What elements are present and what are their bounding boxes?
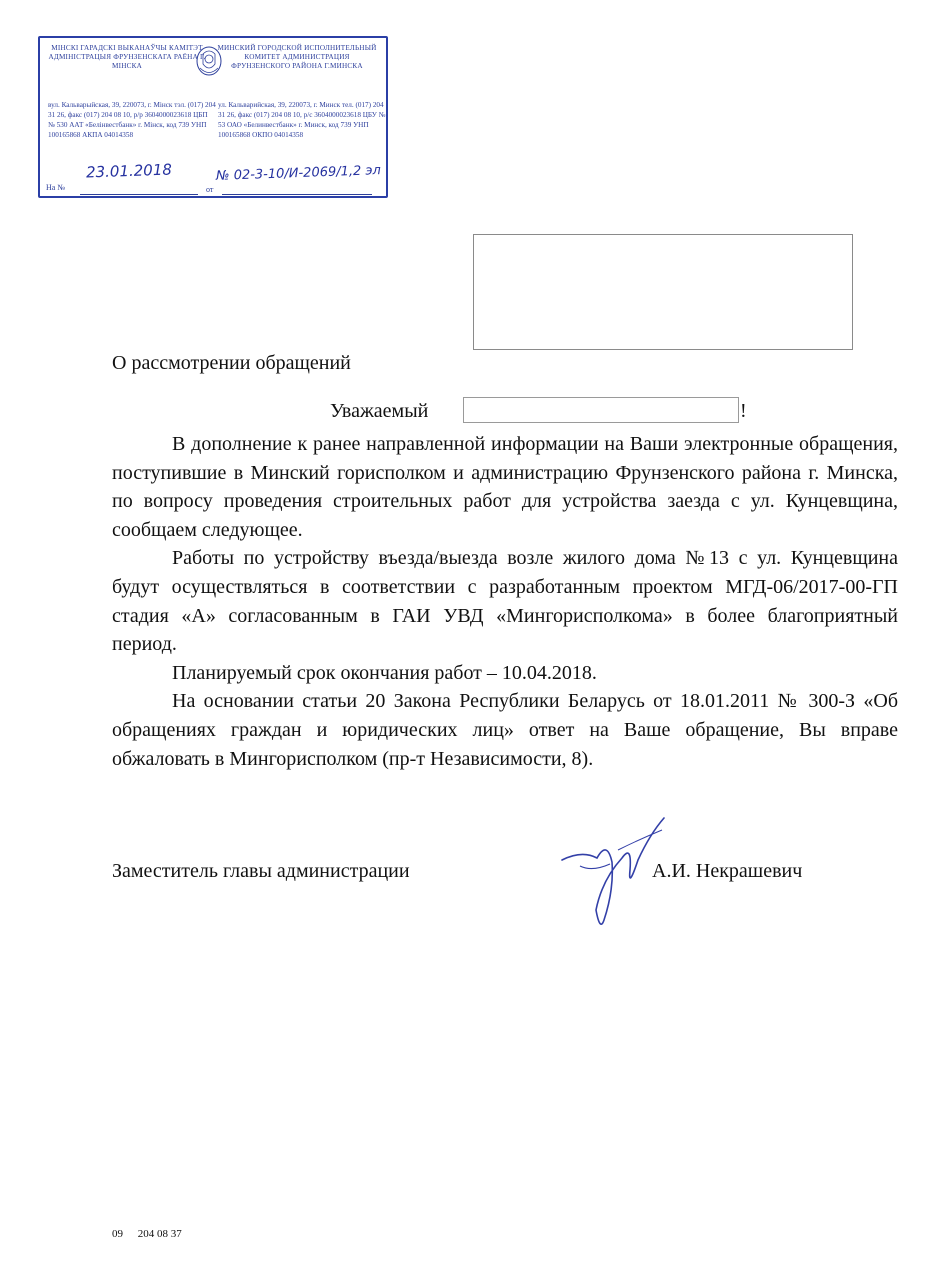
stamp-date-line bbox=[222, 194, 372, 195]
letter-subject: О рассмотрении обращений bbox=[112, 352, 351, 374]
body-paragraph: На основании статьи 20 Закона Республики Беларусь от 18.01.2011 № 300-З «Об обращениях граждан и юридических лиц» ответ на Ваше обращение, Вы вправе обжаловать в Мингорисполком (пр-т Независимости, 8). bbox=[112, 690, 898, 770]
body-paragraph: В дополнение к ранее направленной информации на Ваши электронные обращения, поступившие в Минский горисполком и администрацию Фрунзенского района г. Минска, по вопросу проведения строительных работ для устройства заезда с ул. Кунцевщина, сообщаем следующее. bbox=[112, 433, 898, 541]
registration-stamp bbox=[38, 36, 388, 198]
signer-name: А.И. Некрашевич bbox=[652, 860, 803, 882]
salutation-text: Уважаемый bbox=[330, 400, 429, 422]
body-paragraph: Планируемый срок окончания работ – 10.04.2018. bbox=[172, 661, 597, 684]
footer-code: 09 bbox=[112, 1228, 123, 1240]
stamp-label-from: от bbox=[206, 185, 214, 194]
stamp-label-reply-number: На № bbox=[46, 183, 65, 192]
stamp-address-belarusian: вул. Кальварыйская, 39, 220073, г. Мінск тэл. (017) 204 31 26, факс (017) 204 08 10, р/р 3604000023618 ЦБП № 530 ААТ «Белінвестбанк» г. Мінск, код 739 УНП 100165868 АКПА 04014358 bbox=[48, 101, 216, 139]
signer-title: Заместитель главы администрации bbox=[112, 860, 410, 882]
body-paragraph: Работы по устройству въезда/выезда возле жилого дома №13 с ул. Кунцевщина будут осуществляться в соответствии с разработанным проектом МГД-06/2017-00-ГП стадия «А» согласованным в ГАИ УВД «Мингорисполкома» в более благоприятный период. bbox=[112, 547, 898, 656]
stamp-handwritten-number: № 02-3-10/И-2069/1,2 эл bbox=[215, 163, 382, 184]
footer-phone: 204 08 37 bbox=[137, 1228, 182, 1240]
stamp-number-line bbox=[80, 194, 198, 195]
stamp-org-russian: МИНСКИЙ ГОРОДСКОЙ ИСПОЛНИТЕЛЬНЫЙ КОМИТЕТ АДМИНИСТРАЦИЯ ФРУНЗЕНСКОГО РАЙОНА Г.МИНСКА bbox=[217, 44, 377, 70]
redacted-recipient-name bbox=[463, 397, 739, 423]
letter-salutation bbox=[330, 400, 747, 423]
footer-contact bbox=[112, 1228, 194, 1240]
stamp-address-russian: ул. Кальварийская, 39, 220073, г. Минск тел. (017) 204 31 26, факс (017) 204 08 10, р/с 3604000023618 ЦБУ № 53 ОАО «Белинвестбанк» г. Минск, код 739 УНП 100165868 ОКПО 04014358 bbox=[218, 101, 386, 139]
stamp-handwritten-date: 23.01.2018 bbox=[85, 160, 173, 182]
letter-body bbox=[112, 430, 898, 773]
stamp-org-belarusian: МІНСКІ ГАРАДСКІ ВЫКАНАЎЧЫ КАМІТЭТ АДМІНІСТРАЦЫЯ ФРУНЗЕНСКАГА РАЁНА Г. МІНСКА bbox=[48, 44, 206, 70]
redacted-recipient-address bbox=[473, 234, 853, 350]
salutation-exclamation: ! bbox=[740, 400, 747, 422]
